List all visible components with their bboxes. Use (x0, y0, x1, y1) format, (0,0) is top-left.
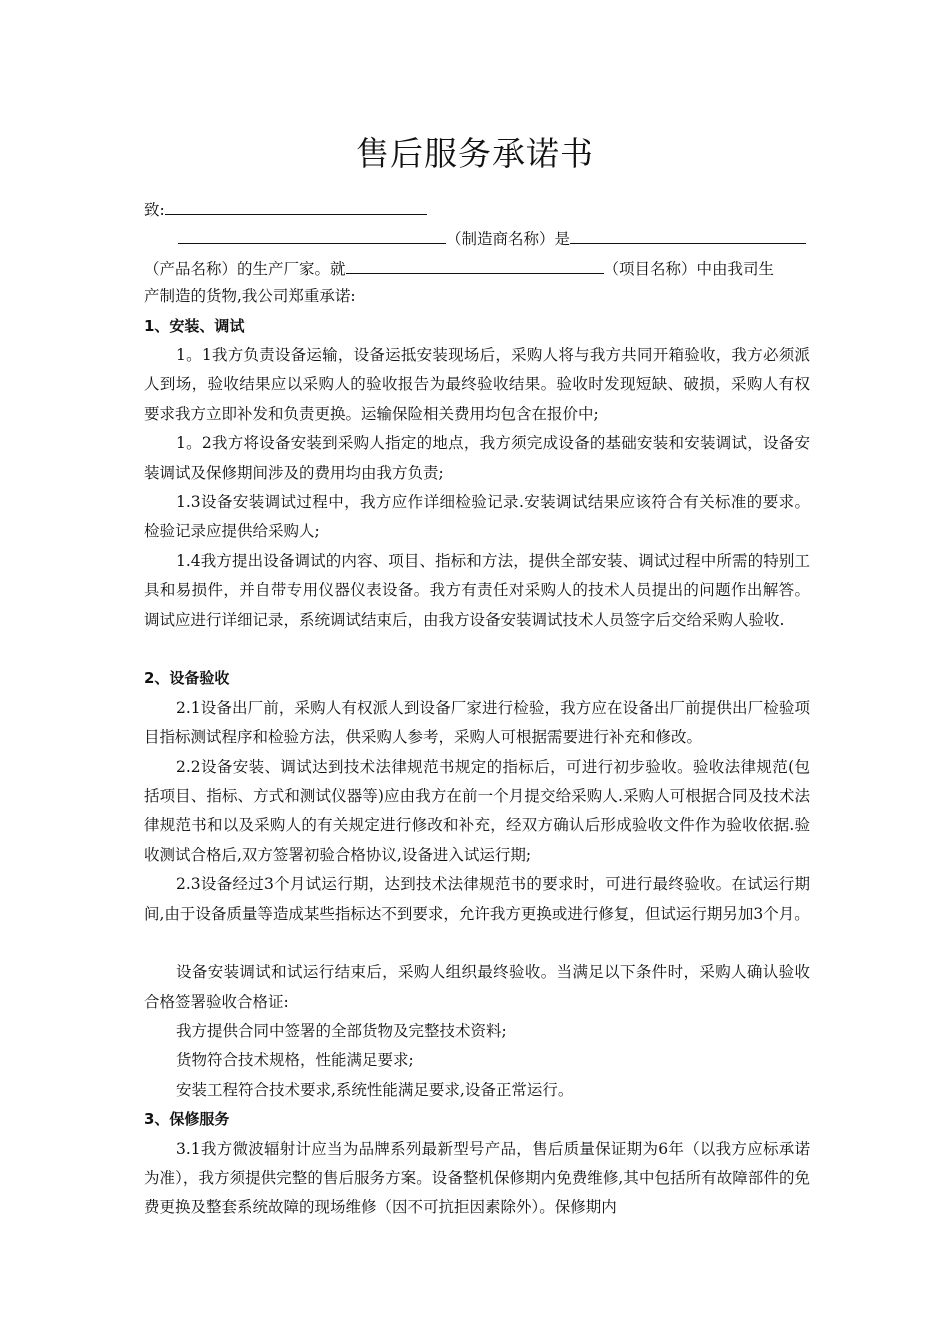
paragraph-1-2: 1。2我方将设备安装到采购人指定的地点，我方须完成设备的基础安装和安装调试，设备安装调试及保修期间涉及的费用均由我方负责; (144, 434, 810, 482)
paragraph-2-3: 2.3设备经过3个月试运行期，达到技术法律规范书的要求时，可进行最终验收。在试运行期间,由于设备质量等造成某些指标达不到要求，允许我方更换或进行修复，但试运行期另加3个月。 (144, 875, 810, 923)
condition-2: 货物符合技术规格，性能满足要求; (176, 1051, 414, 1070)
to-label: 致: (144, 201, 165, 219)
project-suffix: （项目名称）中由我司生 (603, 259, 775, 278)
intro-closing: 产制造的货物,我公司郑重承诺: (144, 287, 356, 306)
recipient-blank (165, 194, 427, 215)
manufacturer-line (144, 223, 810, 252)
paragraph-1-1: 1。1我方负责设备运输，设备运抵安装现场后，采购人将与我方共同开箱验收，我方必须派人到场，验收结果应以采购人的验收报告为最终验收结果。验收时发现短缺、破损，采购人有权要求我方立即补发和负责更换。运输保险相关费用均包含在报价中; (144, 345, 810, 423)
paragraph-1-4: 1.4我方提出设备调试的内容、项目、指标和方法，提供全部安装、调试过程中所需的特别工具和易损件，并自带专用仪器仪表设备。我方有责任对采购人的技术人员提出的问题作出解答。调试应进行详细记录，系统调试结束后，由我方设备安装调试技术人员签字后交给采购人验收. (144, 551, 810, 629)
product-line (144, 253, 810, 282)
paragraph-2-2: 2.2设备安装、调试达到技术法律规范书规定的指标后，可进行初步验收。验收法律规范(包括项目、指标、方式和测试仪器等)应由我方在前一个月提交给采购人.采购人可根据合同及技术法律规范书和以及采购人的有关规定进行修改和补充，经双方确认后形成验收文件作为验收依据.验收测试合格后,双方签署初验合格协议,设备进入试运行期; (144, 757, 810, 864)
paragraph-1-3: 1.3设备安装调试过程中，我方应作详细检验记录.安装调试结果应该符合有关标准的要求。检验记录应提供给采购人; (144, 492, 810, 541)
condition-1: 我方提供合同中签署的全部货物及完整技术资料; (176, 1022, 507, 1041)
document-title: 售后服务承诺书 (356, 134, 594, 173)
paragraph-2-1: 2.1设备出厂前，采购人有权派人到设备厂家进行检验，我方应在设备出厂前提供出厂检验项目指标测试程序和检验方法，供采购人参考，采购人可根据需要进行补充和修改。 (144, 698, 810, 747)
section-heading-1: 1、安装、调试 (144, 316, 245, 335)
product-blank (570, 223, 806, 244)
recipient-line (144, 194, 810, 223)
product-suffix: （产品名称）的生产厂家。就 (144, 259, 346, 278)
paragraph-2-4: 设备安装调试和试运行结束后，采购人组织最终验收。当满足以下条件时，采购人确认验收合格签署验收合格证: (144, 963, 810, 1011)
manufacturer-suffix: （制造商名称）是 (446, 230, 571, 249)
section-heading-2: 2、设备验收 (144, 669, 230, 688)
paragraph-3-1: 3.1我方微波辐射计应当为品牌系列最新型号产品，售后质量保证期为6年（以我方应标承诺为准），我方须提供完整的售后服务方案。设备整机保修期内免费维修,其中包括所有故障部件的免费更换及整套系统故障的现场维修（因不可抗拒因素除外）。保修期内 (144, 1139, 810, 1217)
section-heading-3: 3、保修服务 (144, 1110, 230, 1129)
manufacturer-blank (178, 223, 446, 244)
project-blank (346, 253, 604, 274)
condition-3: 安装工程符合技术要求,系统性能满足要求,设备正常运行。 (176, 1080, 574, 1099)
document-body (144, 194, 810, 1223)
